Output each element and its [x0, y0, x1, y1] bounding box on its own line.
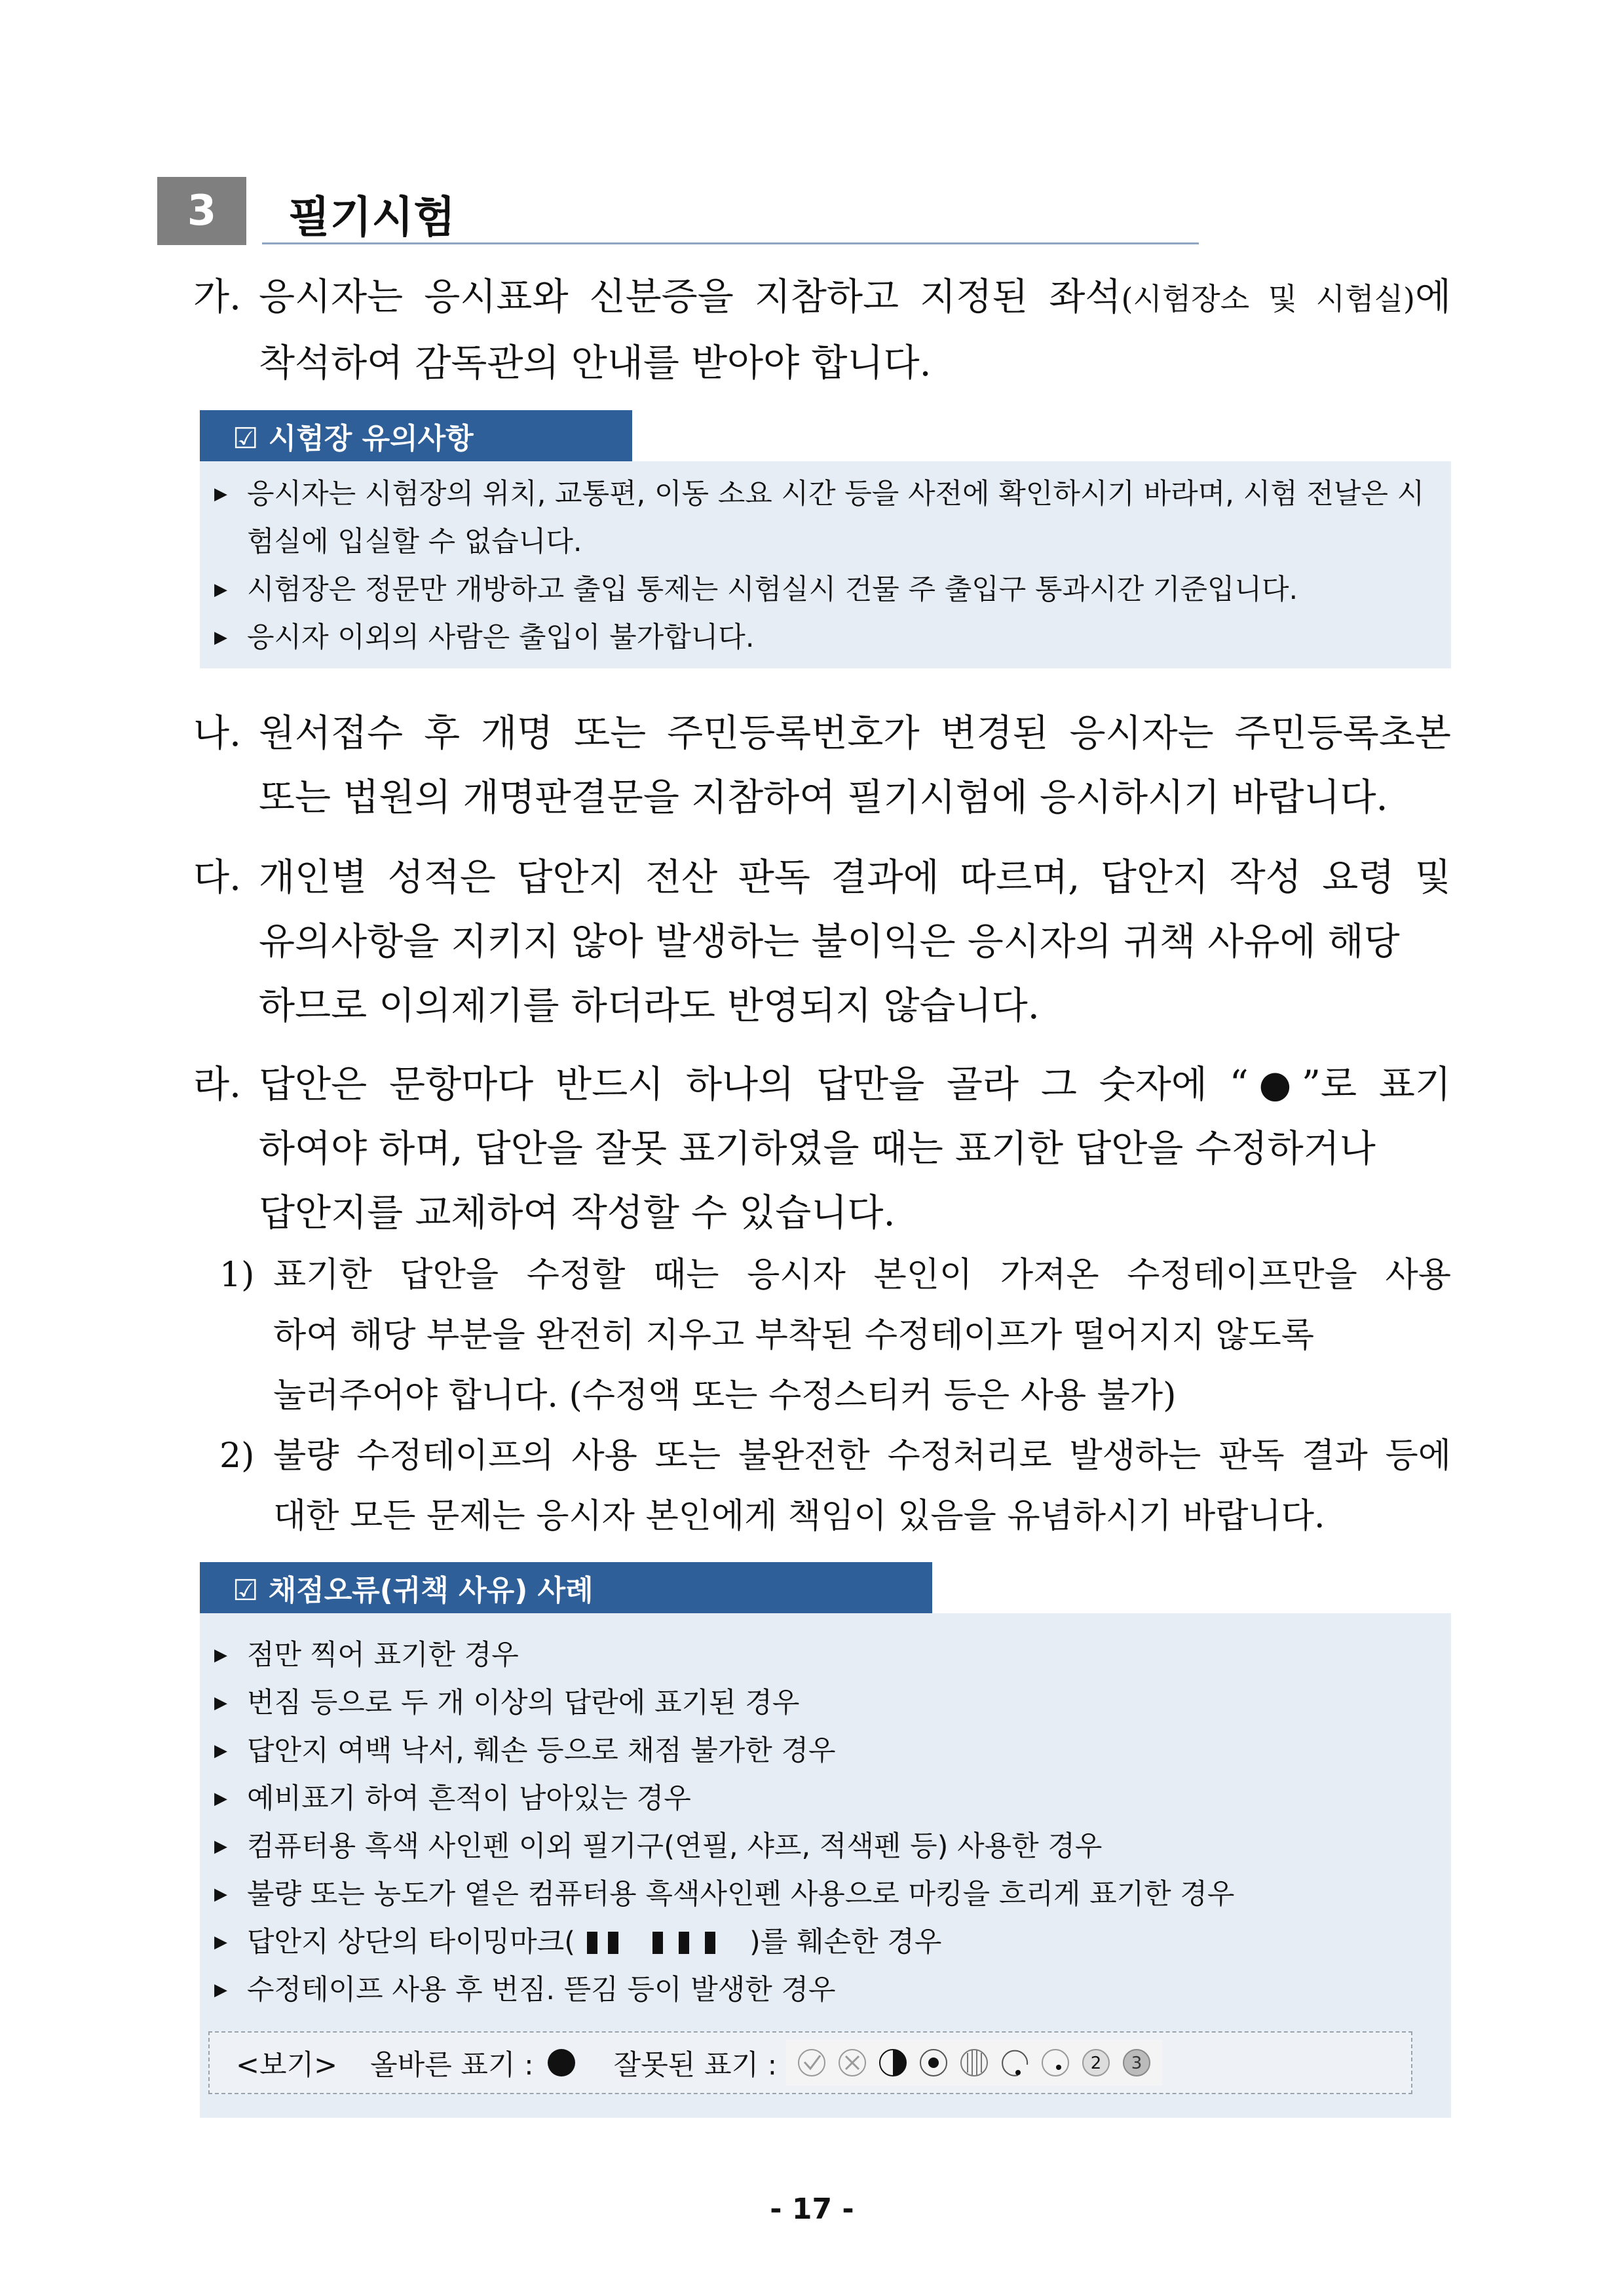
- paragraph-line: 개인별 성적은 답안지 전산 판독 결과에 따르며, 답안지 작성 요령 및: [259, 856, 1451, 899]
- correct-label: 올바른 표기 :: [370, 2048, 534, 2082]
- paragraph-marker: 라.: [193, 1063, 242, 1106]
- paragraph-ga: [193, 265, 1451, 395]
- list-item: ▶ 예비표기 하여 흔적이 남아있는 경우: [200, 1775, 1451, 1823]
- bullet-icon: ▶: [214, 1645, 227, 1665]
- list-item: ▶ 시험장은 정문만 개방하고 출입 통제는 시험실시 건물 주 출입구 통과시간 기준입니다.: [200, 566, 1451, 614]
- paragraph-marker: 가.: [193, 275, 242, 318]
- small-dot-circle-icon: [1039, 2046, 1072, 2079]
- list-item: ▶ 응시자 이외의 사람은 출입이 불가합니다.: [200, 614, 1451, 662]
- paragraph-marker: 다.: [193, 856, 242, 899]
- sub-item-line: 대한 모든 문제는 응시자 본인에게 책임이 있음을 유념하시기 바랍니다.: [273, 1497, 1325, 1536]
- list-item: ▶ 답안지 여백 낙서, 훼손 등으로 채점 불가한 경우: [200, 1727, 1451, 1775]
- exam-site-notice-box: [200, 461, 1451, 668]
- paragraph-marker: 나.: [193, 712, 242, 755]
- example-label: <보기>: [236, 2048, 338, 2082]
- exam-site-notice-header: ☑ 시험장 유의사항: [200, 410, 632, 461]
- bullet-icon: ▶: [214, 1837, 227, 1856]
- number-three-mark-icon: [1120, 2046, 1153, 2079]
- paragraph-da: [193, 845, 1451, 1038]
- sub-item-marker: 2): [219, 1436, 255, 1476]
- svg-text:3: 3: [1131, 2054, 1142, 2073]
- paragraph-line: 답안은 문항마다 반드시 하나의 답만을 골라 그 숫자에 “●”로 표기: [259, 1063, 1451, 1106]
- list-item: ▶ 점만 찍어 표기한 경우: [200, 1632, 1451, 1679]
- timing-mark-icon: [580, 1929, 744, 1955]
- wrong-marks-strip: [786, 2040, 1162, 2086]
- paragraph-na: [193, 701, 1451, 830]
- bullet-icon: ▶: [214, 1741, 227, 1761]
- list-item: ▶ 컴퓨터용 흑색 사인펜 이외 필기구(연필, 샤프, 적색펜 등) 사용한 경우: [200, 1823, 1451, 1871]
- sub-item-marker: 1): [219, 1255, 255, 1295]
- bullet-icon: ▶: [214, 1693, 227, 1713]
- sub-item-line: 하여 해당 부분을 완전히 지우고 부착된 수정테이프가 떨어지지 않도록: [273, 1316, 1314, 1355]
- striped-circle-icon: [958, 2046, 991, 2079]
- paragraph-line: 응시자는 응시표와 신분증을 지참하고 지정된 좌석(시험장소 및 시험실)에: [259, 275, 1452, 318]
- paragraph-line: 착석하여 감독관의 안내를 받아야 합니다.: [259, 341, 932, 385]
- sub-item-line: 표기한 답안을 수정할 때는 응시자 본인이 가져온 수정테이프만을 사용: [273, 1255, 1451, 1295]
- scoring-error-header: ☑ 채점오류(귀책 사유) 사례: [200, 1562, 932, 1613]
- paragraph-line: 하므로 이의제기를 하더라도 반영되지 않습니다.: [259, 984, 1040, 1027]
- bullet-icon: ▶: [214, 1932, 227, 1952]
- open-circle-dot-icon: [998, 2046, 1031, 2079]
- section-number: 3: [157, 177, 246, 245]
- paragraph-line: 하여야 하며, 답안을 잘못 표기하였을 때는 표기한 답안을 수정하거나: [259, 1127, 1376, 1170]
- bullet-icon: ▶: [214, 1980, 227, 2000]
- list-item: ▶ 불량 또는 농도가 옅은 컴퓨터용 흑색사인펜 사용으로 마킹을 흐리게 표기한 경우: [200, 1871, 1451, 1919]
- section-underline: [262, 242, 1199, 244]
- wrong-label: 잘못된 표기 :: [613, 2048, 778, 2082]
- paragraph-line: 또는 법원의 개명판결문을 지참하여 필기시험에 응시하시기 바랍니다.: [259, 776, 1388, 819]
- bullet-icon: ▶: [214, 628, 227, 647]
- paragraph-line: 원서접수 후 개명 또는 주민등록번호가 변경된 응시자는 주민등록초본: [259, 712, 1451, 755]
- bullet-icon: ▶: [214, 1885, 227, 1904]
- list-item: ▶ 번짐 등으로 두 개 이상의 답란에 표기된 경우: [200, 1679, 1451, 1727]
- paragraph-line: 유의사항을 지키지 않아 발생하는 불이익은 응시자의 귀책 사유에 해당: [259, 920, 1400, 963]
- sub-item-line: 불량 수정테이프의 사용 또는 불완전한 수정처리로 발생하는 판독 결과 등에: [273, 1436, 1451, 1476]
- bullet-icon: ▶: [214, 484, 227, 504]
- svg-text:2: 2: [1090, 2054, 1102, 2073]
- filled-circle-icon: [542, 2046, 581, 2079]
- list-item: ▶ 수정테이프 사용 후 번짐. 뜯김 등이 발생한 경우: [200, 1966, 1451, 2014]
- bullet-icon: ▶: [214, 580, 227, 600]
- paragraph-ra: [193, 1052, 1451, 1245]
- number-two-mark-icon: [1080, 2046, 1112, 2079]
- bullet-icon: ▶: [214, 1789, 227, 1808]
- dot-circle-icon: [917, 2046, 950, 2079]
- page-number: - 17 -: [770, 2192, 854, 2226]
- sub-item-2: [219, 1426, 1451, 1546]
- sub-item-line: 눌러주어야 합니다. (수정액 또는 수정스티커 등은 사용 불가): [273, 1376, 1177, 1415]
- x-mark-circle-icon: [836, 2046, 869, 2079]
- check-mark-circle-icon: [795, 2046, 828, 2079]
- marking-example: [208, 2031, 1412, 2094]
- section-title: 필기시험: [288, 192, 456, 242]
- half-filled-circle-icon: [877, 2046, 909, 2079]
- list-item: ▶ 응시자는 시험장의 위치, 교통편, 이동 소요 시간 등을 사전에 확인하시기 바라며, 시험 전날은 시험실에 입실할 수 없습니다.: [200, 470, 1451, 566]
- sub-item-1: [219, 1245, 1451, 1426]
- list-item: ▶ 답안지 상단의 타이밍마크( )를 훼손한 경우: [200, 1919, 1451, 1966]
- paragraph-line: 답안지를 교체하여 작성할 수 있습니다.: [259, 1191, 896, 1234]
